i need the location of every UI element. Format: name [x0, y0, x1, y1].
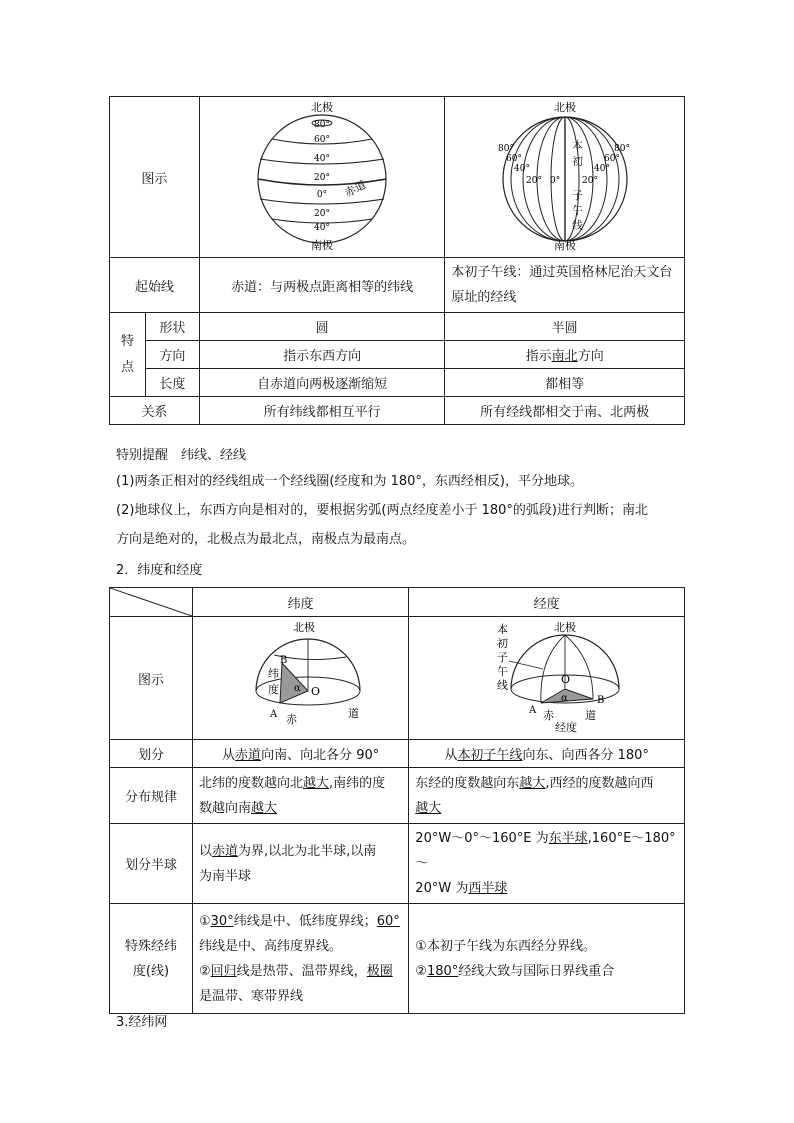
- lat-label-80: 80°: [314, 120, 331, 130]
- chi-char: 赤: [285, 713, 297, 726]
- dao-char: 道: [584, 709, 596, 722]
- shape-lat: 圆: [199, 313, 445, 341]
- feature-char-2: 点: [120, 359, 134, 375]
- tips-p1: (1)两条正相对的经线组成一个经线圈(经度和为 180°，东西经相反)，平分地球。: [116, 474, 584, 489]
- start-lon-text: 本初子午线：通过英国格林尼治天文台原址的经线: [445, 258, 685, 313]
- north-pole-label: 北极: [292, 621, 315, 634]
- distribution-lat: 北纬的度数越向北越大,南纬的度 数越向南越大: [193, 768, 409, 824]
- relation-lon: 所有经线都相交于南、北两极: [445, 397, 685, 425]
- north-pole-label: 北极: [553, 101, 576, 114]
- prime-char-5: 线: [496, 679, 508, 692]
- header-latitude: 纬度: [193, 588, 409, 617]
- special-lon: ①本初子午线为东西经分界线。 ②180°经线大致与国际日界线重合: [409, 904, 685, 1014]
- chi-char: 赤: [542, 709, 554, 722]
- latitude-longitude-degree-table: [109, 587, 685, 1014]
- lat-label-60: 60°: [314, 135, 331, 145]
- row-label-hemisphere: 划分半球: [110, 824, 193, 904]
- dao-char: 道: [347, 707, 359, 720]
- division-lat: 从赤道向南、向北各分 90°: [193, 740, 409, 768]
- lat-label-20n: 20°: [314, 173, 331, 183]
- latitude-hemisphere-figure: [216, 619, 386, 733]
- lon-label-left-20: 20°: [525, 176, 542, 186]
- row-label-figure: 图示: [110, 617, 193, 740]
- north-pole-label: 北极: [553, 621, 576, 634]
- prime-meridian-char-2: 初: [571, 155, 583, 168]
- shape-label: 形状: [145, 313, 199, 341]
- start-lat-text: 赤道：与两极点距离相等的纬线: [199, 258, 445, 313]
- relation-label: 关系: [110, 397, 200, 425]
- length-label: 长度: [145, 369, 199, 397]
- longitude-hemisphere-cell: [409, 617, 685, 740]
- point-B: B: [279, 655, 287, 666]
- point-A: A: [528, 705, 536, 716]
- direction-lon: 指示南北方向: [445, 341, 685, 369]
- feature-char-1: 特: [120, 333, 134, 349]
- north-pole-label: 北极: [311, 101, 334, 114]
- section-2-heading: 2．纬度和经度: [116, 563, 203, 578]
- point-B: B: [596, 695, 604, 706]
- prime-char-3: 子: [496, 651, 508, 664]
- latitude-globe-cell: [199, 97, 445, 258]
- tips-title: 特别提醒 纬线、经线: [116, 448, 247, 463]
- lat-label-40: 40°: [314, 154, 331, 164]
- alpha-label: α: [293, 683, 301, 694]
- prime-char-1: 本: [496, 623, 508, 636]
- equator-label: 赤道: [342, 178, 369, 200]
- division-lon: 从本初子午线向东、向西各分 180°: [409, 740, 685, 768]
- row-label-distribution: 分布规律: [110, 768, 193, 824]
- lat-wei-char: 纬: [267, 667, 279, 680]
- longitude-hemisphere-figure: [447, 619, 647, 733]
- tips-p2b: 方向是绝对的，北极点为最北点，南极点为最南点。: [116, 532, 416, 547]
- direction-lon-underlined: 南北: [551, 349, 578, 364]
- distribution-lon: 东经的度数越向东越大,西经的度数越向西 越大: [409, 768, 685, 824]
- header-longitude: 经度: [409, 588, 685, 617]
- tips-p2a: (2)地球仪上，东西方向是相对的，要根据劣弧(两点经度差小于 180°的弧段)进行判断；南北: [116, 503, 649, 518]
- lon-label-right-40: 40°: [593, 164, 610, 174]
- prime-meridian-char-4: 午: [571, 204, 583, 217]
- lon-label-left-80: 80°: [497, 144, 514, 154]
- jingdu-label: 经度: [554, 721, 577, 733]
- lat-lon-line-table: [109, 96, 685, 425]
- diagonal-header-cell: [110, 588, 193, 617]
- lon-label-0: 0°: [549, 176, 560, 186]
- lat-du-char: 度: [267, 683, 279, 696]
- prime-char-4: 午: [496, 665, 508, 678]
- lon-label-right-60: 60°: [603, 154, 620, 164]
- lat-label-40s: 40°: [314, 223, 331, 233]
- row-label-start-line: 起始线: [110, 258, 200, 313]
- prime-meridian-char-5: 线: [571, 219, 583, 232]
- prime-meridian-char-3: 子: [571, 189, 583, 202]
- row-label-division: 划分: [110, 740, 193, 768]
- south-pole-label: 南极: [311, 239, 334, 251]
- point-A: A: [269, 709, 277, 720]
- shape-lon: 半圆: [445, 313, 685, 341]
- lon-label-right-80: 80°: [613, 144, 630, 154]
- direction-lat: 指示东西方向: [199, 341, 445, 369]
- latitude-globe-figure: [247, 99, 397, 251]
- lon-label-right-20: 20°: [581, 176, 598, 186]
- lon-label-left-40: 40°: [513, 164, 530, 174]
- longitude-globe-cell: [445, 97, 685, 258]
- lon-label-left-60: 60°: [505, 154, 522, 164]
- direction-label: 方向: [145, 341, 199, 369]
- alpha-label: α: [560, 693, 568, 704]
- prime-char-2: 初: [496, 637, 508, 650]
- south-pole-label: 南极: [553, 239, 576, 251]
- hemisphere-lat: 以赤道为界,以北为北半球,以南 为南半球: [193, 824, 409, 904]
- diagonal-line: [110, 588, 192, 616]
- section-3-heading: 3.经纬网: [116, 1015, 168, 1030]
- hemisphere-lon: 20°W～0°～160°E 为东半球,160°E～180°～ 20°W 为西半球: [409, 824, 685, 904]
- center-O: O: [560, 673, 570, 686]
- center-O: O: [310, 685, 320, 698]
- lat-label-20s: 20°: [314, 209, 331, 219]
- relation-lat: 所有纬线都相互平行: [199, 397, 445, 425]
- special-lat: ①30°纬线是中、低纬度界线；60° 纬线是中、高纬度界线。 ②回归线是热带、温带界线，极圈 是温带、寒带界线: [193, 904, 409, 1014]
- feature-label: [110, 313, 146, 397]
- length-lon: 都相等: [445, 369, 685, 397]
- row-label-figure: 图示: [110, 97, 200, 258]
- row-label-special: 特殊经纬 度(线): [110, 904, 193, 1014]
- longitude-globe-figure: [490, 99, 640, 251]
- latitude-hemisphere-cell: [193, 617, 409, 740]
- lat-label-0: 0°: [316, 190, 328, 200]
- prime-meridian-char-1: 本: [571, 139, 583, 152]
- length-lat: 自赤道向两极逐渐缩短: [199, 369, 445, 397]
